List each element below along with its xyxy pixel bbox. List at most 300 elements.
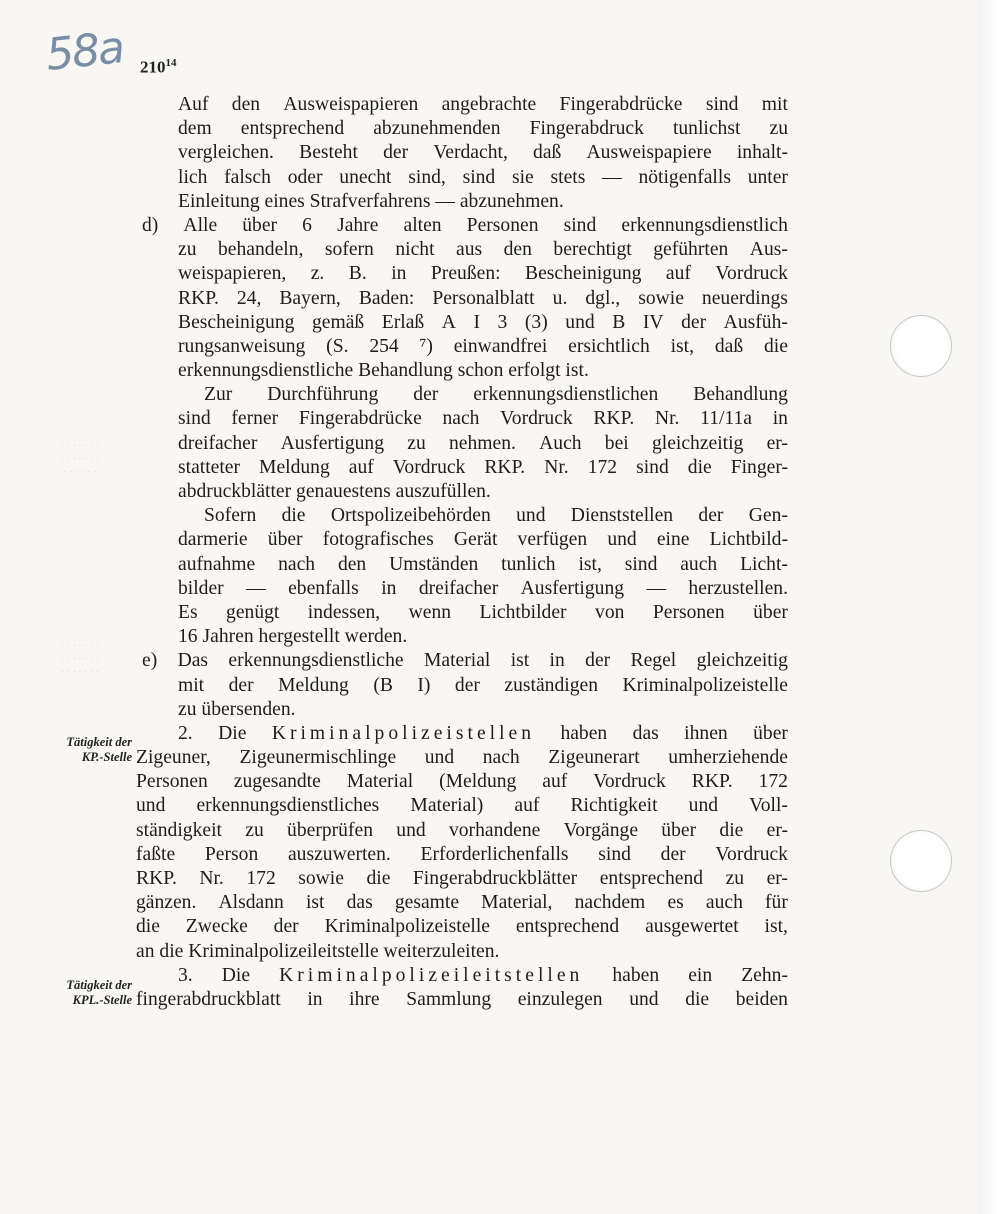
word: daß [714, 335, 744, 357]
word: RKP. [484, 456, 526, 478]
word: und [565, 311, 595, 333]
word: der [413, 384, 439, 406]
word: Kriminalpolizeistellen [271, 722, 536, 744]
word: zu [725, 868, 745, 889]
word: (3) [524, 311, 548, 333]
word: Personalblatt [432, 287, 535, 309]
word: und [607, 529, 637, 551]
word: RKP. [136, 868, 177, 889]
punch-hole [890, 830, 952, 892]
word: Regel [630, 650, 677, 672]
word: ist, [578, 553, 602, 575]
word: ständigkeit [136, 819, 222, 841]
word: Material [346, 771, 414, 793]
text-line: Einleitung eines Strafverfahrens — abzunehmen. [178, 190, 564, 212]
word: für [765, 892, 788, 914]
word: IV [642, 311, 664, 333]
word: sowie [638, 287, 684, 309]
word: Ausweispapieren [283, 94, 419, 115]
text-line: an die Kriminalpolizeileitstelle weiterzuleiten. [136, 940, 500, 962]
word: eine [656, 529, 690, 551]
text-line: erkennungsdienstliche Behandlung schon erfolgt ist. [178, 360, 589, 382]
word: Preußen: [430, 263, 501, 285]
word: vorhandene [448, 819, 541, 841]
word: über [753, 722, 788, 744]
word: Jahre [337, 214, 379, 236]
word: Material [423, 650, 491, 672]
word: RKP. [691, 771, 733, 793]
word: von [595, 601, 625, 623]
word: bei [604, 432, 629, 454]
word: abzunehmenden [373, 118, 501, 140]
word: Personen [652, 601, 725, 623]
word: in [391, 263, 407, 285]
word: falsch [224, 166, 271, 188]
word: Verdacht, [433, 142, 508, 164]
word: einwandfrei [453, 335, 548, 357]
word: ist, [764, 916, 788, 938]
word: er- [766, 868, 788, 889]
text-line [136, 770, 788, 794]
word: verfügen [517, 529, 588, 551]
word: einzulegen [517, 988, 603, 1010]
word: A [441, 311, 456, 333]
word: Vordruck [593, 771, 666, 793]
word: Ausweispapiere [586, 142, 712, 164]
word: 172 [758, 771, 788, 793]
word: der [660, 843, 686, 865]
word: unecht [339, 166, 392, 188]
word: ein [688, 964, 713, 986]
page-edge [978, 0, 1000, 1214]
word: die [763, 335, 788, 357]
word: ⁷) [419, 335, 433, 357]
word: Material) [410, 795, 484, 817]
word: Ausfertigung [280, 432, 385, 454]
word: statteter [178, 456, 241, 478]
word: nach [442, 408, 480, 430]
text-line [136, 311, 788, 335]
word: dreifacher [178, 432, 258, 454]
word: Auch [539, 432, 582, 454]
word: Fingerabdruck [529, 118, 644, 140]
word: und [688, 795, 719, 817]
word: Die [221, 964, 251, 986]
punch-hole [890, 315, 952, 377]
word: beiden [735, 988, 788, 1010]
word: Person [204, 843, 259, 865]
word: Finger- [730, 456, 788, 478]
word: 3 [497, 311, 508, 333]
word: weispapieren, [178, 263, 287, 285]
text-line [136, 674, 788, 698]
word: über [753, 601, 788, 623]
word: nach [482, 747, 520, 769]
word: 6 [302, 214, 312, 236]
word: auf [542, 771, 568, 793]
word: er- [766, 432, 788, 454]
word: Die [218, 722, 247, 744]
word: 2. [178, 722, 193, 744]
word: daß [533, 142, 562, 164]
word: darmerie [178, 529, 248, 551]
word: gemäß [312, 311, 365, 333]
word: das [346, 892, 373, 914]
text-line [136, 383, 788, 407]
word: Vordruck [715, 843, 788, 865]
word: Zigeunerart [548, 747, 640, 769]
text-line [136, 93, 788, 117]
word: tunlich [501, 553, 556, 575]
text-line [136, 166, 788, 190]
text-line [136, 335, 788, 359]
word: Meldung [259, 456, 330, 478]
word: über [242, 214, 278, 236]
word: gleichzeitig [696, 650, 788, 672]
page-number-main: 210 [140, 57, 166, 77]
word: ihre [349, 988, 380, 1010]
word: 3. [178, 964, 193, 986]
word: in [549, 650, 565, 672]
word: Zur [204, 384, 233, 406]
word: B [612, 311, 626, 333]
word: erkennungsdienstlich [621, 214, 788, 236]
word: Baden: [358, 287, 415, 309]
word: es [667, 892, 684, 914]
word: tunlichst [672, 118, 741, 140]
word: ersichtlich [568, 335, 650, 357]
word: die [685, 988, 710, 1010]
word: mit [761, 94, 788, 115]
bleed-through-decoration: · · · · · · · · · · · · · · · · · · · · · [60, 641, 100, 678]
word: fotografisches [322, 529, 434, 551]
word: Zehn- [741, 964, 788, 986]
word: stets [550, 166, 586, 188]
word: entsprechend [515, 916, 620, 938]
word: Kriminalpolizeistelle [324, 916, 490, 938]
word: berechtigt [553, 239, 632, 261]
word: ferner [231, 408, 279, 430]
body-text [136, 93, 788, 1012]
word: Sofern [204, 505, 257, 527]
word: Durchführung [267, 384, 379, 406]
word: entsprechend [599, 868, 704, 889]
word: Umständen [389, 553, 479, 575]
word: Bayern, [279, 287, 341, 309]
word: die [136, 916, 160, 938]
word: erkennungsdienstliches [196, 795, 380, 817]
word: in [772, 408, 788, 430]
word: sind, [408, 166, 446, 188]
word: oder [287, 166, 323, 188]
word: Ortspolizeibehörden [330, 505, 491, 527]
word: zu [178, 239, 197, 261]
word: Das [177, 650, 209, 672]
text-line: abdruckblätter genauestens auszufüllen. [178, 481, 491, 502]
word: auf [348, 456, 374, 478]
word: der [681, 311, 707, 333]
word: auch [680, 553, 718, 575]
text-line [136, 432, 788, 456]
word: und [516, 505, 546, 527]
word: vergleichen. [178, 142, 274, 164]
word: bilder [178, 577, 224, 599]
word: sind [178, 408, 211, 430]
word: (B [373, 674, 393, 696]
word: der [273, 916, 299, 938]
text-line [136, 577, 788, 601]
word: Fingerabdrücke [298, 408, 422, 430]
word: über [661, 819, 697, 841]
text-line [136, 819, 788, 843]
word: sind [563, 214, 597, 236]
word: Aus- [749, 239, 788, 261]
word: Behandlung [693, 384, 788, 406]
word: Voll- [749, 795, 788, 817]
text-line [136, 722, 788, 746]
word: sofern [324, 239, 374, 261]
word: in [381, 577, 397, 599]
text-line [136, 456, 788, 480]
word: indessen, [307, 601, 381, 623]
word: Gen- [748, 505, 788, 527]
word: u. [552, 287, 568, 309]
word: genügt [226, 601, 280, 623]
word: die [366, 868, 391, 889]
word: nötigenfalls [638, 166, 731, 188]
word: erkennungsdienstliche [228, 650, 404, 672]
margin-note-line: Tätigkeit der [66, 978, 132, 992]
word: faßte [136, 843, 176, 865]
word: Nr. [654, 408, 680, 430]
word: sind [636, 456, 669, 478]
word: I) [417, 674, 431, 696]
text-line [136, 262, 788, 286]
word: nachdem [574, 892, 646, 914]
word: in [307, 988, 323, 1010]
text-line [136, 964, 788, 988]
word: 24, [236, 287, 262, 309]
handwritten-page-mark: 58a [43, 22, 126, 81]
word: nehmen. [448, 432, 516, 454]
word: mit [178, 674, 205, 696]
word: Richtigkeit [570, 795, 658, 817]
word: aus [456, 239, 483, 261]
word: Personen [136, 771, 208, 793]
word: zu [769, 118, 788, 140]
word: der [228, 674, 254, 696]
word: RKP. [593, 408, 635, 430]
word: e) [142, 650, 158, 672]
word: ist, [670, 335, 694, 357]
word: Erforderlichenfalls [420, 843, 569, 865]
word: angebrachte [441, 94, 537, 115]
word: überprüfen [287, 819, 373, 841]
word: den [337, 553, 367, 575]
word: ist [510, 650, 530, 672]
word: Kriminalpolizeileitstellen [279, 964, 584, 986]
word: Zwecke [185, 916, 248, 938]
word: Besteht [299, 142, 358, 164]
word: und [629, 988, 659, 1010]
word: und [396, 819, 426, 841]
word: die [719, 819, 744, 841]
word: Gerät [453, 529, 498, 551]
word: sie [511, 166, 534, 188]
word: Zigeunermischlinge [239, 747, 397, 769]
word: auf [514, 795, 540, 817]
word: 254 [369, 335, 399, 357]
word: nicht [395, 239, 435, 261]
word: Vordruck [392, 456, 466, 478]
word: (Meldung [439, 771, 517, 793]
word: geführten [653, 239, 729, 261]
word: dem [178, 118, 212, 140]
text-line [136, 867, 788, 891]
text-line [136, 649, 788, 673]
word: gleichzeitig [651, 432, 744, 454]
text-line [136, 287, 788, 311]
word: wenn [408, 601, 452, 623]
word: — [602, 166, 622, 188]
word: der [383, 142, 409, 164]
word: auf [665, 263, 691, 285]
word: haben [560, 722, 608, 744]
word: Fingerabdrücke [559, 94, 683, 115]
word: Fingerabdruckblätter [412, 868, 578, 889]
word: Es [178, 601, 198, 623]
word: ausgewertet [645, 916, 739, 938]
word: Ausfertigung [520, 577, 625, 599]
text-line [136, 238, 788, 262]
page-number [140, 57, 177, 78]
text-line [136, 214, 788, 238]
text-line [136, 504, 788, 528]
word: zu [245, 819, 264, 841]
word: Vordruck [715, 263, 788, 285]
word: die [687, 456, 712, 478]
word: B. [348, 263, 367, 285]
word: Nr. [544, 456, 569, 478]
page-number-superscript: 14 [165, 57, 177, 69]
word: Material, [481, 892, 553, 914]
word: sind [462, 166, 496, 188]
word: zugesandte [233, 771, 321, 793]
word: sind [624, 553, 658, 575]
word: erkennungsdienstlichen [473, 384, 659, 406]
word: rungsanweisung [178, 335, 306, 357]
word: nach [278, 553, 316, 575]
word: haben [612, 964, 660, 986]
word: inhalt- [736, 142, 788, 164]
word: Erlaß [381, 311, 425, 333]
word: fingerabdruckblatt [136, 988, 281, 1010]
word: Vorgänge [563, 819, 639, 841]
word: ihnen [684, 722, 728, 744]
word: der [454, 674, 480, 696]
text-line [136, 528, 788, 552]
word: dgl., [585, 287, 621, 309]
text-line [136, 915, 788, 939]
word: Meldung [278, 674, 349, 696]
text-line [136, 117, 788, 141]
word: den [231, 94, 261, 115]
word: zu [407, 432, 426, 454]
word: sind [598, 843, 631, 865]
word: alten [403, 214, 442, 236]
word: — [246, 577, 266, 599]
word: Vordruck [500, 408, 573, 430]
text-line [136, 794, 788, 818]
word: behandeln, [217, 239, 304, 261]
word: d) [142, 214, 159, 236]
word: 172 [246, 868, 276, 889]
word: Ausfüh- [723, 311, 788, 333]
word: lich [178, 166, 208, 188]
margin-note-line: Tätigkeit der [66, 735, 132, 749]
word: Kriminalpolizeistelle [622, 674, 788, 696]
word: unter [747, 166, 788, 188]
bleed-through-decoration: · · · · · · · · · · · · · · · · · · · · [60, 441, 100, 478]
text-line: zu übersenden. [178, 698, 296, 720]
text-line [136, 988, 788, 1012]
word: z. [310, 263, 325, 285]
word: aufnahme [178, 553, 256, 575]
text-line [136, 891, 788, 915]
margin-note-line: KPL.-Stelle [72, 993, 132, 1007]
word: herzustellen. [688, 577, 788, 599]
word: Bescheinigung [178, 311, 295, 333]
word: neuerdings [701, 287, 788, 309]
word: Dienststellen [570, 505, 674, 527]
text-line [136, 843, 788, 867]
word: auszuwerten. [287, 843, 391, 865]
word: Sammlung [406, 988, 492, 1010]
text-line [136, 407, 788, 431]
word: und [424, 747, 455, 769]
word: Lichtbilder [479, 601, 567, 623]
text-line [136, 553, 788, 577]
word: das [632, 722, 659, 744]
text-line [136, 601, 788, 625]
word: über [267, 529, 303, 551]
word: sind [705, 94, 739, 115]
word: Alle [183, 214, 218, 236]
word: Alsdann [218, 892, 284, 914]
word: Personen [466, 214, 539, 236]
word: RKP. [178, 287, 219, 309]
text-line: 16 Jahren hergestellt werden. [178, 626, 408, 648]
word: 11/11a [700, 408, 752, 430]
word: ebenfalls [288, 577, 359, 599]
word: Lichtbild- [709, 529, 788, 551]
word: den [503, 239, 532, 261]
margin-note-line: KP.-Stelle [81, 750, 132, 764]
word: entsprechend [240, 118, 345, 140]
text-line [136, 746, 788, 770]
word: sowie [298, 868, 344, 889]
word: der [698, 505, 724, 527]
word: I [473, 311, 480, 333]
word: — [646, 577, 667, 599]
margin-note-kpl-stelle [22, 978, 132, 1008]
word: und [136, 795, 166, 817]
text-line [136, 141, 788, 165]
word: Nr. [199, 868, 224, 889]
word: Bescheinigung [525, 263, 642, 285]
word: Zigeuner, [136, 747, 211, 769]
word: Auf [178, 94, 209, 115]
